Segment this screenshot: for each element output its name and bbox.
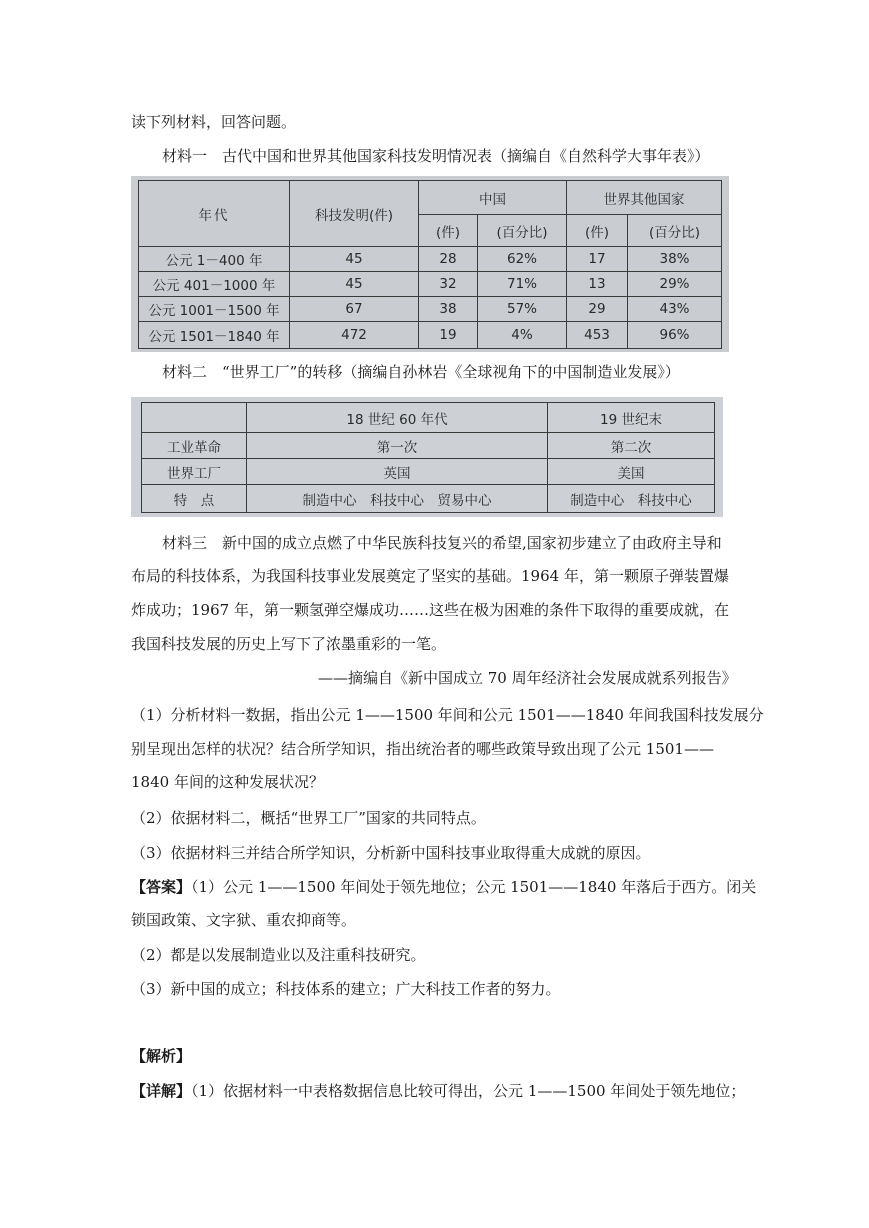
table-row <box>139 247 722 272</box>
cell-other-percent: 43% <box>628 297 722 322</box>
answer-text: （1）公元 1——1500 年间处于领先地位；公元 1501——1840 年落后于西方。闭关 <box>191 878 757 896</box>
answer-line <box>131 877 756 897</box>
cell-era: 公元 1－400 年 <box>139 247 290 272</box>
material1-caption: 材料一 古代中国和世界其他国家科技发明情况表（摘编自《自然科学大事年表》） <box>162 147 710 165</box>
m2-cell: 美国 <box>548 459 715 485</box>
m2-header-col2: 19 世纪末 <box>548 403 715 433</box>
detail-line <box>131 1081 745 1101</box>
material2-table-photo <box>131 397 723 517</box>
m2-header-col1: 18 世纪 60 年代 <box>247 403 548 433</box>
cell-china-percent: 62% <box>478 247 567 272</box>
question-line: （2）依据材料二，概括“世界工厂”国家的共同特点。 <box>131 809 486 827</box>
table-row <box>142 433 715 459</box>
cell-other-count: 17 <box>567 247 628 272</box>
cell-era: 公元 1001－1500 年 <box>139 297 290 322</box>
m2-row-label: 世界工厂 <box>142 459 247 485</box>
answer-tag: 【答案】 <box>131 878 192 896</box>
cell-china-count: 19 <box>419 322 478 349</box>
cell-era: 公元 1501－1840 年 <box>139 322 290 349</box>
table-row <box>142 459 715 485</box>
cell-total: 472 <box>290 322 419 349</box>
cell-total: 45 <box>290 247 419 272</box>
answer-line: （2）都是以发展制造业以及注重科技研究。 <box>131 946 426 964</box>
answer-line: 锁国政策、文字狱、重农抑商等。 <box>131 911 357 929</box>
question-line: 别呈现出怎样的状况？结合所学知识，指出统治者的哪些政策导致出现了公元 1501—— <box>131 740 714 758</box>
table-row <box>139 297 722 322</box>
m2-row-label: 工业革命 <box>142 433 247 459</box>
answer-line: （3）新中国的成立；科技体系的建立；广大科技工作者的努力。 <box>131 980 561 998</box>
detail-text: （1）依据材料一中表格数据信息比较可得出，公元 1——1500 年间处于领先地位； <box>191 1082 746 1100</box>
table-row <box>142 485 715 513</box>
table-row <box>139 322 722 349</box>
table-row <box>139 272 722 297</box>
question-line: （3）依据材料三并结合所学知识，分析新中国科技事业取得重大成就的原因。 <box>131 844 651 862</box>
cell-china-count: 38 <box>419 297 478 322</box>
intro-text: 读下列材料，回答问题。 <box>131 113 297 131</box>
material1-table-photo <box>131 176 729 352</box>
m2-cell: 制造中心 科技中心 贸易中心 <box>247 485 548 513</box>
m2-row-label: 特 点 <box>142 485 247 513</box>
cell-total: 45 <box>290 272 419 297</box>
material3-line: 我国科技发展的历史上写下了浓墨重彩的一笔。 <box>131 635 447 653</box>
m2-header-blank <box>142 403 247 433</box>
header-others-percent: (百分比) <box>628 215 722 247</box>
header-china: 中国 <box>419 181 567 215</box>
cell-other-count: 29 <box>567 297 628 322</box>
header-china-count: (件) <box>419 215 478 247</box>
cell-china-count: 28 <box>419 247 478 272</box>
cell-other-percent: 29% <box>628 272 722 297</box>
header-inventions: 科技发明(件) <box>290 181 419 247</box>
header-china-percent: (百分比) <box>478 215 567 247</box>
m2-cell: 第二次 <box>548 433 715 459</box>
m2-cell: 制造中心 科技中心 <box>548 485 715 513</box>
cell-other-percent: 38% <box>628 247 722 272</box>
material1-table <box>138 180 722 349</box>
analysis-tag: 【解析】 <box>131 1047 192 1065</box>
cell-era: 公元 401－1000 年 <box>139 272 290 297</box>
material2-table <box>141 402 715 513</box>
question-line: （1）分析材料一数据，指出公元 1——1500 年间和公元 1501——1840 年间我国科技发展分 <box>131 706 764 724</box>
cell-china-percent: 4% <box>478 322 567 349</box>
material3-source: ——摘编自《新中国成立 70 周年经济社会发展成就系列报告》 <box>318 669 737 687</box>
header-era: 年代 <box>139 181 290 247</box>
cell-total: 67 <box>290 297 419 322</box>
m2-cell: 第一次 <box>247 433 548 459</box>
header-others: 世界其他国家 <box>567 181 722 215</box>
cell-other-count: 13 <box>567 272 628 297</box>
question-line: 1840 年间的这种发展状况？ <box>131 773 324 791</box>
material2-caption: 材料二 “世界工厂”的转移（摘编自孙林岩《全球视角下的中国制造业发展》） <box>162 363 680 381</box>
header-others-count: (件) <box>567 215 628 247</box>
cell-other-percent: 96% <box>628 322 722 349</box>
cell-other-count: 453 <box>567 322 628 349</box>
material3-line: 布局的科技体系，为我国科技事业发展奠定了坚实的基础。1964 年，第一颗原子弹装置爆 <box>131 567 729 585</box>
cell-china-percent: 57% <box>478 297 567 322</box>
material3-line: 炸成功；1967 年，第一颗氢弹空爆成功……这些在极为困难的条件下取得的重要成就，在 <box>131 601 729 619</box>
detail-tag: 【详解】 <box>131 1082 192 1100</box>
material3-line: 材料三 新中国的成立点燃了中华民族科技复兴的希望,国家初步建立了由政府主导和 <box>162 534 722 552</box>
cell-china-count: 32 <box>419 272 478 297</box>
m2-cell: 英国 <box>247 459 548 485</box>
cell-china-percent: 71% <box>478 272 567 297</box>
